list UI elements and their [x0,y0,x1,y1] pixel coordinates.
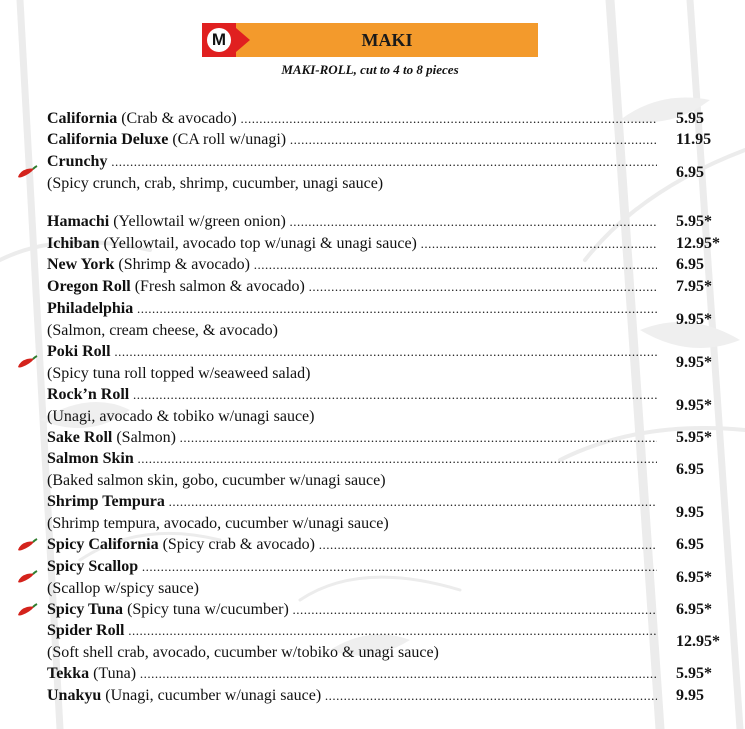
item-description: (Crab & avocado) [121,110,237,127]
item-description: (Spicy tuna roll topped w/seaweed salad) [47,365,311,382]
item-price: 5.95* [676,665,712,682]
item-name: Unakyu [47,687,102,704]
item-description: (Spicy tuna w/cucumber) [127,601,289,618]
item-name: Tekka [47,665,90,682]
menu-item [47,384,657,406]
item-description-line [47,363,657,385]
item-name: Philadelphia [47,300,134,317]
item-price: 12.95* [676,633,720,650]
item-name: Rock’n Roll [47,386,130,403]
menu-item [47,129,657,151]
item-description: (Shrimp tempura, avocado, cucumber w/unagi sauce) [47,515,389,532]
item-description-line [47,513,657,535]
item-description: (Soft shell crab, avocado, cucumber w/tobiko & unagi sauce) [47,644,439,661]
item-price: 6.95 [676,256,704,273]
item-name: Ichiban [47,235,100,252]
menu-item [47,663,657,685]
item-price: 9.95 [676,504,704,521]
item-description-line [47,578,657,600]
menu-item [47,276,657,298]
menu-item [47,685,657,707]
item-description: (Fresh salmon & avocado) [134,278,305,295]
menu-item [47,108,657,130]
item-description: (Spicy crunch, crab, shrimp, cucumber, unagi sauce) [47,175,384,192]
item-description-line [47,642,657,664]
chili-pepper-icon [16,603,38,617]
item-description-line [47,173,657,195]
item-name: Spicy Tuna [47,601,124,618]
item-price: 5.95 [676,110,704,127]
item-price: 6.95* [676,569,712,586]
item-description: (Yellowtail, avocado top w/unagi & unagi sauce) [103,235,417,252]
menu-item [47,556,657,578]
menu-item [47,254,657,276]
item-price: 6.95 [676,461,704,478]
item-name: Shrimp Tempura [47,493,165,510]
item-price: 7.95* [676,278,712,295]
item-description-line [47,406,657,428]
chili-pepper-icon [16,570,38,584]
item-description: (Salmon) [116,429,176,446]
menu-item [47,534,657,556]
item-name: Spicy California [47,536,159,553]
item-description: (Salmon, cream cheese, & avocado) [47,322,279,339]
item-price: 6.95 [676,164,704,181]
item-name: California Deluxe [47,131,169,148]
item-description-line [47,470,657,492]
item-name: California [47,110,118,127]
menu-item [47,151,657,173]
logo-letter: M [207,28,231,52]
chili-pepper-icon [16,355,38,369]
item-description: (Baked salmon skin, gobo, cucumber w/unagi sauce) [47,472,386,489]
item-price: 9.95 [676,687,704,704]
item-description: (Unagi, cucumber w/unagi sauce) [105,687,322,704]
item-description: (Scallop w/spicy sauce) [47,580,199,597]
menu-item [47,341,657,363]
item-price: 6.95* [676,601,712,618]
item-description: (Tuna) [93,665,137,682]
item-price: 11.95 [676,131,712,148]
item-name: Poki Roll [47,343,111,360]
chili-pepper-icon [16,165,38,179]
menu-item [47,427,657,449]
menu-item [47,298,657,320]
item-price: 5.95* [676,429,712,446]
menu-item [47,620,657,642]
menu-item [47,211,657,233]
item-price: 12.95* [676,235,720,252]
item-name: Oregon Roll [47,278,131,295]
item-name: Crunchy [47,153,108,170]
item-name: New York [47,256,115,273]
menu-item [47,233,657,255]
item-price: 9.95* [676,311,712,328]
item-price: 6.95 [676,536,704,553]
item-description: (Unagi, avocado & tobiko w/unagi sauce) [47,408,315,425]
item-description: (Spicy crab & avocado) [162,536,315,553]
item-description-line [47,320,657,342]
item-description: (Yellowtail w/green onion) [113,213,286,230]
item-name: Spicy Scallop [47,558,139,575]
item-description: (CA roll w/unagi) [172,131,287,148]
menu-item [47,491,657,513]
section-title: MAKI [361,30,413,50]
item-price: 9.95* [676,354,712,371]
chili-pepper-icon [16,538,38,552]
item-name: Hamachi [47,213,110,230]
item-name: Sake Roll [47,429,113,446]
menu-item [47,448,657,470]
menu-item [47,599,657,621]
section-subtitle: MAKI-ROLL, cut to 4 to 8 pieces [281,62,459,77]
item-name: Salmon Skin [47,450,134,467]
item-name: Spider Roll [47,622,125,639]
item-price: 9.95* [676,397,712,414]
item-description: (Shrimp & avocado) [118,256,250,273]
item-price: 5.95* [676,213,712,230]
